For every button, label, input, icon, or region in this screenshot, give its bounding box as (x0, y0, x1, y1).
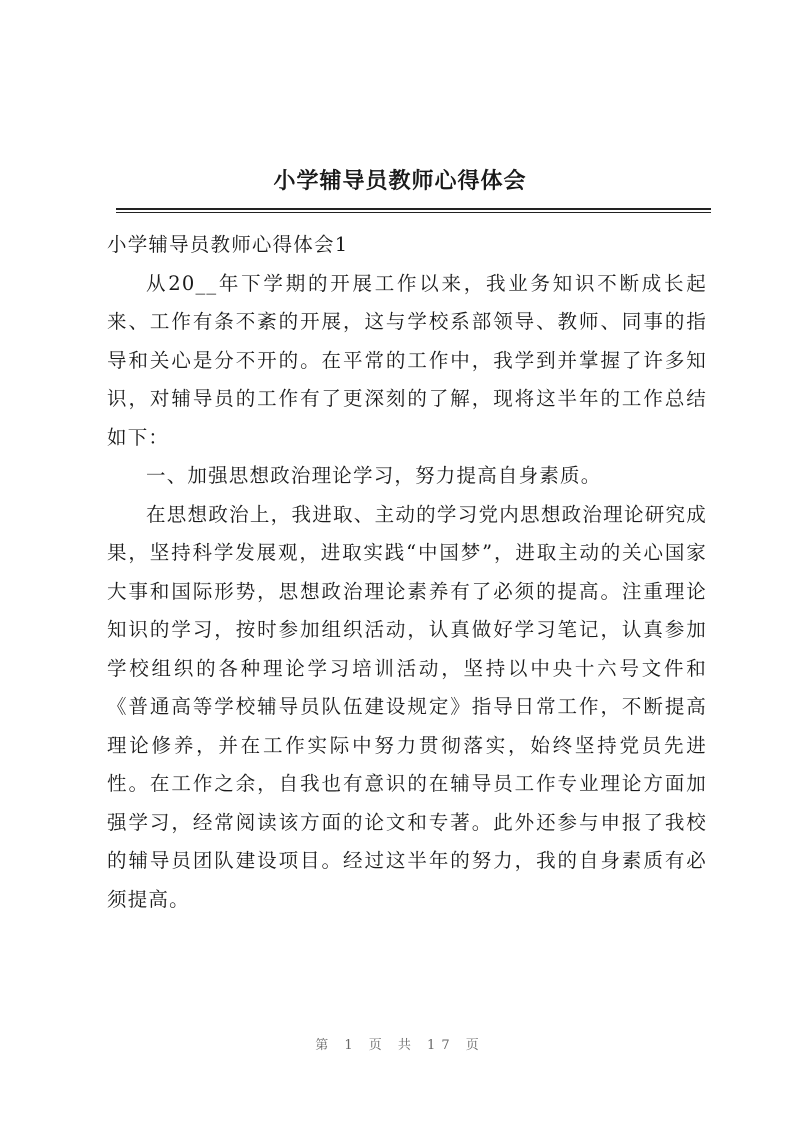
title-divider (116, 208, 711, 213)
page-footer: 第 1 页 共 17 页 (315, 1038, 485, 1053)
paragraph: 从20__年下学期的开展工作以来，我业务知识不断成长起来、工作有条不紊的开展，这与学校系部领导、教师、同事的指导和关心是分不开的。在平常的工作中，我学到并掌握了许多知识，对辅导员的工作有了更深刻的了解，现将这半年的工作总结如下： (107, 271, 707, 449)
page-title: 小学辅导员教师心得体会 (273, 169, 527, 194)
document-body (107, 226, 707, 919)
section-subtitle: 小学辅导员教师心得体会1 (107, 233, 349, 256)
paragraph: 在思想政治上，我进取、主动的学习党内思想政治理论研究成果，坚持科学发展观，进取实践“中国梦”，进取主动的关心国家大事和国际形势，思想政治理论素养有了必须的提高。注重理论知识的学习，按时参加组织活动，认真做好学习笔记，认真参加学校组织的各种理论学习培训活动，坚持以中央十六号文件和《普通高等学校辅导员队伍建设规定》指导日常工作，不断提高理论修养，并在工作实际中努力贯彻落实，始终坚持党员先进性。在工作之余，自我也有意识的在辅导员工作专业理论方面加强学习，经常阅读该方面的论文和专著。此外还参与申报了我校的辅导员团队建设项目。经过这半年的努力，我的自身素质有必须提高。 (107, 502, 707, 911)
section-heading: 一、加强思想政治理论学习，努力提高自身素质。 (146, 464, 602, 487)
